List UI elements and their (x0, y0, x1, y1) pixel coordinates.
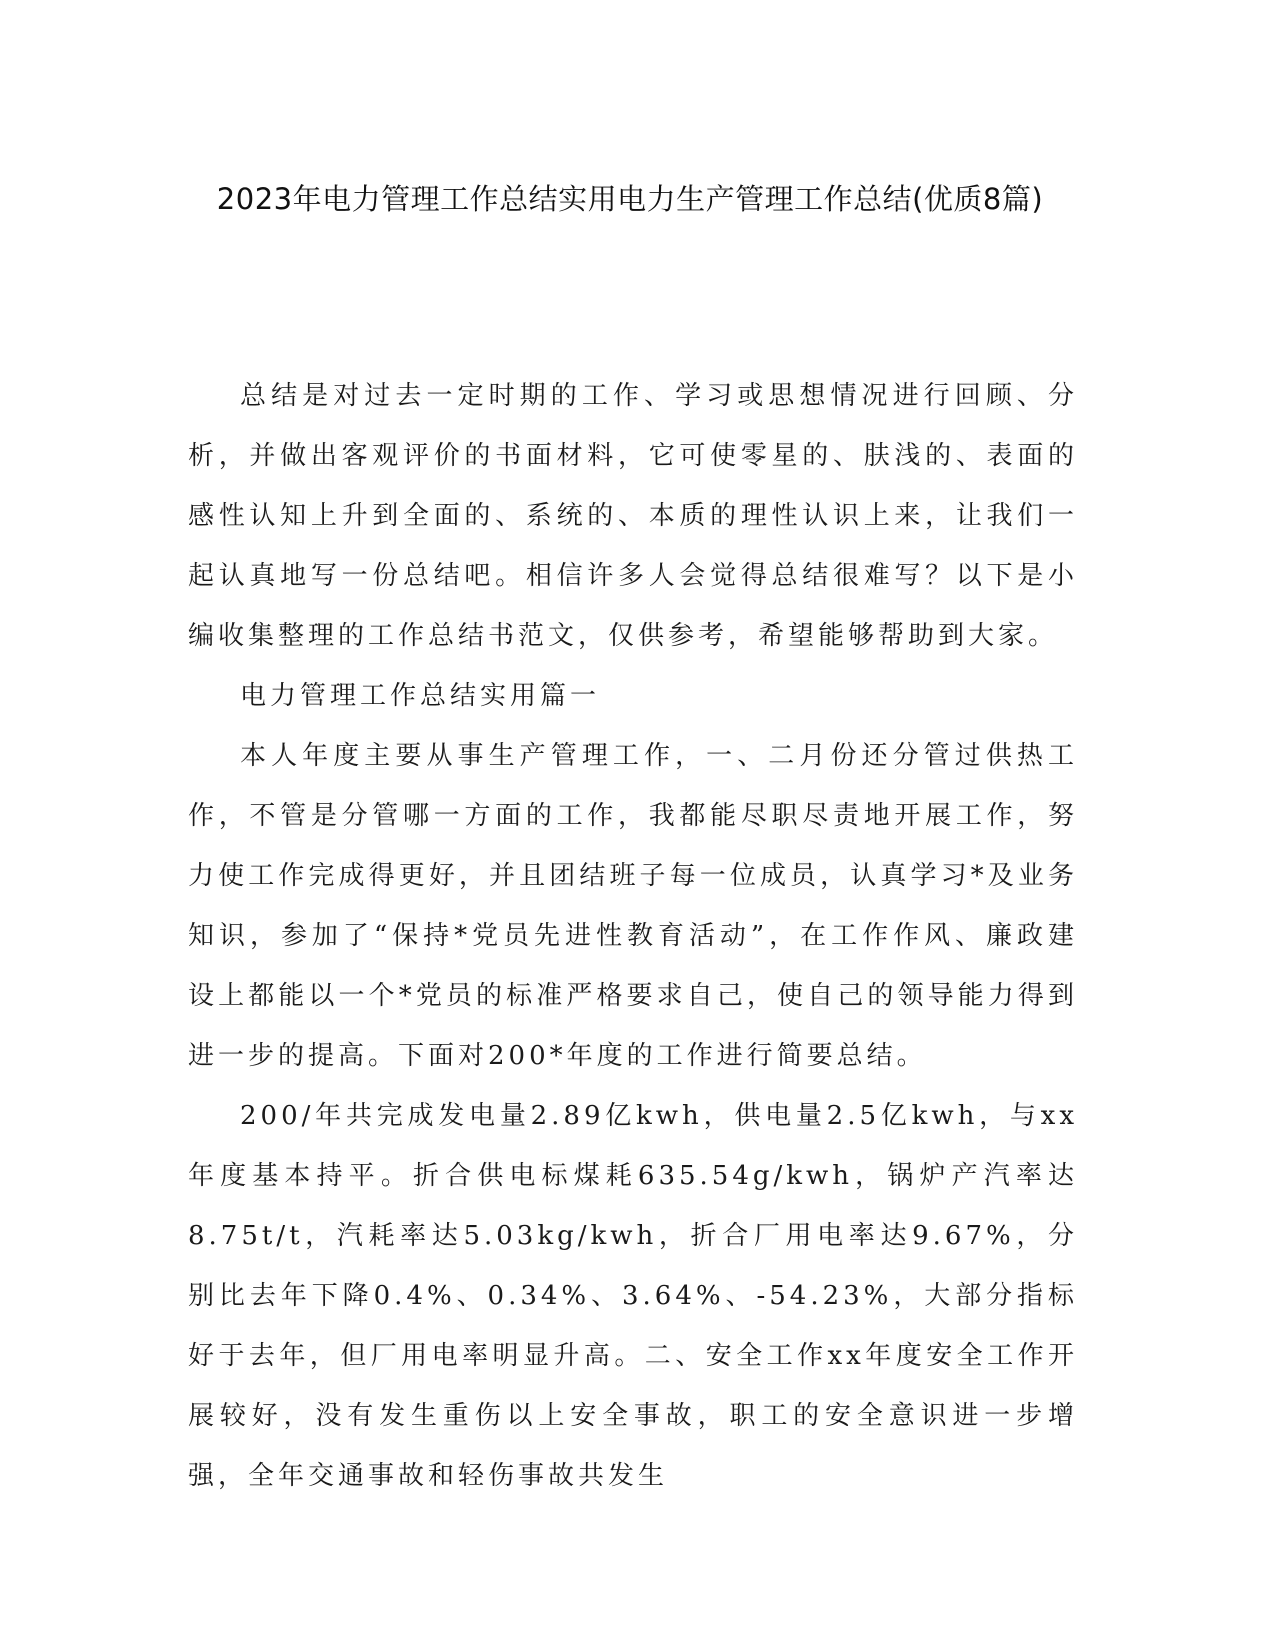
section-heading: 电力管理工作总结实用篇一 (240, 681, 601, 711)
body-paragraph: 200/年共完成发电量2.89亿kwh，供电量2.5亿kwh，与xx年度基本持平。折合供电标煤耗635.54g/kwh，锅炉产汽率达8.75t/t，汽耗率达5.03kg/kwh，折合厂用电率达9.67%，分别比去年下降0.4%、0.34%、3.64%、-54.23%，大部分指标好于去年，但厂用电率明显升高。二、安全工作xx年度安全工作开展较好，没有发生重伤以上安全事故，职工的安全意识进一步增强，全年交通事故和轻伤事故共发生 (188, 1101, 1078, 1491)
document-body (188, 366, 1078, 1506)
intro-paragraph: 总结是对过去一定时期的工作、学习或思想情况进行回顾、分析，并做出客观评价的书面材料，它可使零星的、肤浅的、表面的感性认知上升到全面的、系统的、本质的理性认识上来，让我们一起认真地写一份总结吧。相信许多人会觉得总结很难写？以下是小编收集整理的工作总结书范文，仅供参考，希望能够帮助到大家。 (188, 381, 1078, 651)
body-paragraph: 本人年度主要从事生产管理工作，一、二月份还分管过供热工作，不管是分管哪一方面的工作，我都能尽职尽责地开展工作，努力使工作完成得更好，并且团结班子每一位成员，认真学习*及业务知识，参加了“保持*党员先进性教育活动”，在工作作风、廉政建设上都能以一个*党员的标准严格要求自己，使自己的领导能力得到进一步的提高。下面对200*年度的工作进行简要总结。 (188, 741, 1078, 1071)
document-title: 2023年电力管理工作总结实用电力生产管理工作总结(优质8篇) (216, 182, 1044, 216)
